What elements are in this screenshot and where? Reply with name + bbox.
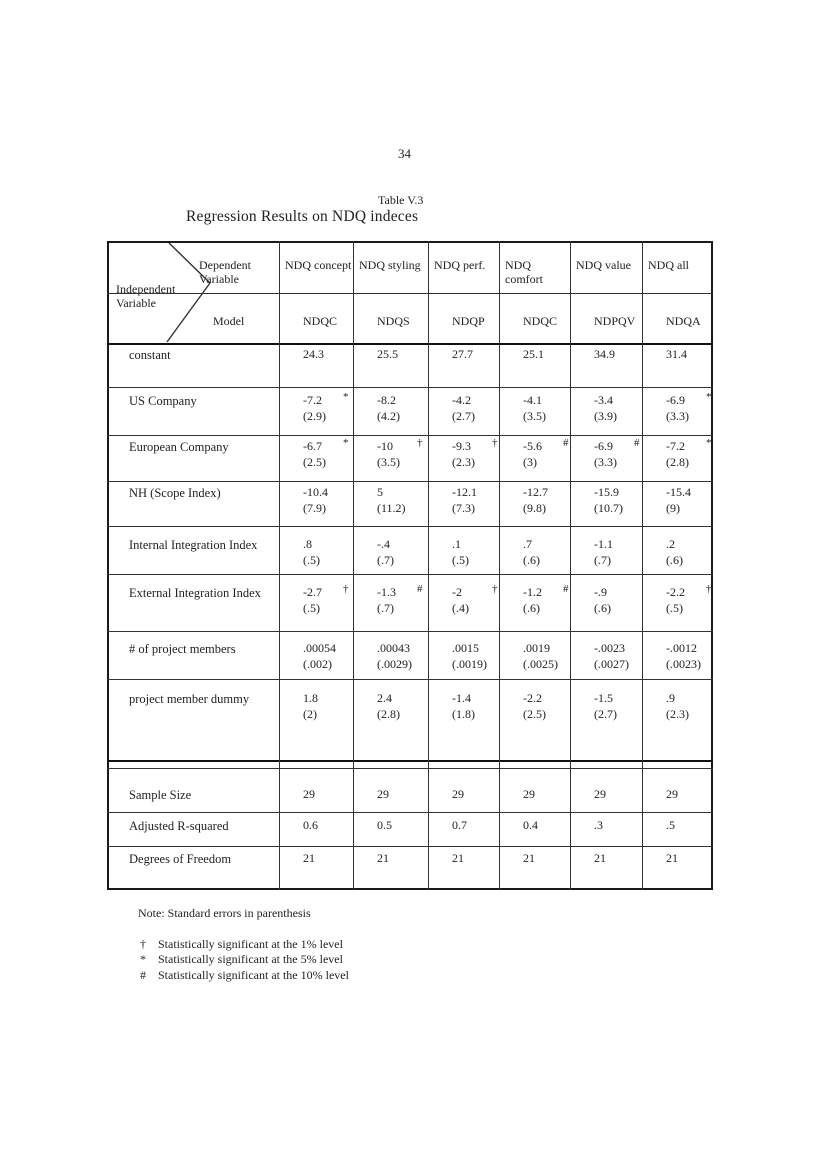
coefficient-value: 34.9 xyxy=(594,347,615,361)
coefficient-value: -6.9 xyxy=(666,393,685,407)
significance-marker: * xyxy=(706,391,712,403)
row-rule xyxy=(107,846,713,847)
standard-error-value: (.7) xyxy=(377,553,394,567)
coefficient-value: 31.4 xyxy=(666,347,687,361)
standard-error-value: (2.5) xyxy=(303,455,326,469)
coefficient-value: -7.2 xyxy=(666,439,685,453)
legend-symbol: # xyxy=(140,968,146,982)
significance-marker: † xyxy=(706,583,712,595)
standard-error-value: (.4) xyxy=(452,601,469,615)
standard-error-value: (.5) xyxy=(303,601,320,615)
standard-error-value: (.6) xyxy=(594,601,611,615)
coefficient-value: 21 xyxy=(452,851,464,865)
coefficient-value: -.9 xyxy=(594,585,607,599)
row-rule xyxy=(107,631,713,632)
note-text: Note: Standard errors in parenthesis xyxy=(138,906,311,920)
significance-marker: * xyxy=(343,391,349,403)
standard-error-value: (7.9) xyxy=(303,501,326,515)
coefficient-value: -1.2 xyxy=(523,585,542,599)
table-label: Table V.3 xyxy=(378,193,424,207)
coefficient-value: 29 xyxy=(303,787,315,801)
col-rule xyxy=(428,241,429,890)
coefficient-value: .9 xyxy=(666,691,675,705)
standard-error-value: (2.7) xyxy=(594,707,617,721)
significance-marker: † xyxy=(492,583,498,595)
standard-error-value: (.0019) xyxy=(452,657,487,671)
row-label: Degrees of Freedom xyxy=(129,852,232,866)
header-bottom-rule xyxy=(107,343,713,345)
significance-marker: † xyxy=(492,437,498,449)
row-label: project member dummy xyxy=(129,692,250,706)
coefficient-value: 29 xyxy=(523,787,535,801)
standard-error-value: (.0027) xyxy=(594,657,629,671)
coefficient-value: 5 xyxy=(377,485,383,499)
standard-error-value: (.002) xyxy=(303,657,332,671)
standard-error-value: (.5) xyxy=(452,553,469,567)
coefficient-value: .1 xyxy=(452,537,461,551)
coefficient-value: .00054 xyxy=(303,641,336,655)
coefficient-value: -1.4 xyxy=(452,691,471,705)
legend-item xyxy=(140,937,343,952)
coefficient-value: 21 xyxy=(666,851,678,865)
significance-marker: † xyxy=(343,583,349,595)
column-header-name: NDQ all xyxy=(648,258,689,272)
col-rule xyxy=(499,241,500,890)
coefficient-value: -6.9 xyxy=(594,439,613,453)
standard-error-value: (.6) xyxy=(523,553,540,567)
column-header-name: NDQ comfort xyxy=(505,258,543,286)
coefficient-value: -12.1 xyxy=(452,485,477,499)
coefficient-value: -4.2 xyxy=(452,393,471,407)
column-model-code: NDQS xyxy=(377,314,410,328)
coefficient-value: .5 xyxy=(666,818,675,832)
row-label: European Company xyxy=(129,440,229,454)
coefficient-value: .2 xyxy=(666,537,675,551)
row-label: constant xyxy=(129,348,171,362)
standard-error-value: (.0029) xyxy=(377,657,412,671)
standard-error-value: (9) xyxy=(666,501,680,515)
column-model-code: NDQA xyxy=(666,314,701,328)
coefficient-value: 0.5 xyxy=(377,818,392,832)
coefficient-value: 21 xyxy=(523,851,535,865)
coefficient-value: -1.3 xyxy=(377,585,396,599)
coefficient-value: 0.6 xyxy=(303,818,318,832)
coefficient-value: 24.3 xyxy=(303,347,324,361)
stats-divider xyxy=(107,760,713,762)
coefficient-value: -4.1 xyxy=(523,393,542,407)
row-rule xyxy=(107,481,713,482)
standard-error-value: (10.7) xyxy=(594,501,623,515)
row-label: US Company xyxy=(129,394,197,408)
coefficient-value: -12.7 xyxy=(523,485,548,499)
coefficient-value: -2 xyxy=(452,585,462,599)
coefficient-value: 0.7 xyxy=(452,818,467,832)
standard-error-value: (.6) xyxy=(666,553,683,567)
coefficient-value: 2.4 xyxy=(377,691,392,705)
coefficient-value: -2.2 xyxy=(666,585,685,599)
coefficient-value: 27.7 xyxy=(452,347,473,361)
significance-marker: * xyxy=(706,437,712,449)
legend-symbol: † xyxy=(140,937,146,951)
row-label: NH (Scope Index) xyxy=(129,486,221,500)
standard-error-value: (3.9) xyxy=(594,409,617,423)
row-label: External Integration Index xyxy=(129,586,261,600)
standard-error-value: (2.8) xyxy=(377,707,400,721)
column-model-code: NDQC xyxy=(303,314,338,328)
row-rule xyxy=(107,435,713,436)
coefficient-value: -.4 xyxy=(377,537,390,551)
col-rule xyxy=(353,241,354,890)
coefficient-value: -10 xyxy=(377,439,393,453)
column-header-name: NDQ value xyxy=(576,258,631,272)
row-rule xyxy=(107,526,713,527)
standard-error-value: (.0023) xyxy=(666,657,701,671)
coefficient-value: 25.1 xyxy=(523,347,544,361)
coefficient-value: 1.8 xyxy=(303,691,318,705)
row-label: Internal Integration Index xyxy=(129,538,258,552)
significance-marker: # xyxy=(563,437,569,449)
coefficient-value: 29 xyxy=(666,787,678,801)
coefficient-value: 25.5 xyxy=(377,347,398,361)
coefficient-value: 21 xyxy=(303,851,315,865)
coefficient-value: 21 xyxy=(594,851,606,865)
column-model-code: NDPQV xyxy=(594,314,636,328)
coefficient-value: 29 xyxy=(594,787,606,801)
standard-error-value: (.7) xyxy=(377,601,394,615)
standard-error-value: (2.9) xyxy=(303,409,326,423)
coefficient-value: -15.4 xyxy=(666,485,691,499)
standard-error-value: (2.3) xyxy=(666,707,689,721)
row-label: Sample Size xyxy=(129,788,192,802)
standard-error-value: (2.7) xyxy=(452,409,475,423)
column-model-code: NDQP xyxy=(452,314,485,328)
coefficient-value: -6.7 xyxy=(303,439,322,453)
coefficient-value: .3 xyxy=(594,818,603,832)
coefficient-value: -2.7 xyxy=(303,585,322,599)
significance-marker: # xyxy=(563,583,569,595)
column-header-name: NDQ styling xyxy=(359,258,421,272)
regression-table xyxy=(107,241,713,890)
standard-error-value: (9.8) xyxy=(523,501,546,515)
standard-error-value: (7.3) xyxy=(452,501,475,515)
standard-error-value: (4.2) xyxy=(377,409,400,423)
model-label: Model xyxy=(213,314,245,328)
legend-text: Statistically significant at the 10% level xyxy=(158,968,349,982)
standard-error-value: (.5) xyxy=(303,553,320,567)
legend-item xyxy=(140,968,349,983)
standard-error-value: (.7) xyxy=(594,553,611,567)
coefficient-value: -3.4 xyxy=(594,393,613,407)
significance-marker: * xyxy=(343,437,349,449)
standard-error-value: (3.3) xyxy=(594,455,617,469)
coefficient-value: .8 xyxy=(303,537,312,551)
coefficient-value: -10.4 xyxy=(303,485,328,499)
row-rule xyxy=(107,574,713,575)
coefficient-value: -9.3 xyxy=(452,439,471,453)
coefficient-value: .0019 xyxy=(523,641,550,655)
coefficient-value: -1.1 xyxy=(594,537,613,551)
row-rule xyxy=(107,812,713,813)
standard-error-value: (1.8) xyxy=(452,707,475,721)
col-rule xyxy=(279,241,280,890)
legend-symbol: * xyxy=(140,952,146,966)
coefficient-value: .0015 xyxy=(452,641,479,655)
page-number: 34 xyxy=(398,146,411,161)
coefficient-value: -15.9 xyxy=(594,485,619,499)
standard-error-value: (3.5) xyxy=(377,455,400,469)
standard-error-value: (2) xyxy=(303,707,317,721)
standard-error-value: (3.5) xyxy=(523,409,546,423)
coefficient-value: -.0012 xyxy=(666,641,697,655)
standard-error-value: (3.3) xyxy=(666,409,689,423)
legend-item xyxy=(140,952,343,967)
standard-error-value: (3) xyxy=(523,455,537,469)
coefficient-value: -1.5 xyxy=(594,691,613,705)
standard-error-value: (2.8) xyxy=(666,455,689,469)
significance-marker: # xyxy=(634,437,640,449)
independent-variable-label: Independent Variable xyxy=(116,282,176,310)
coefficient-value: 29 xyxy=(377,787,389,801)
standard-error-value: (.6) xyxy=(523,601,540,615)
row-label: Adjusted R-squared xyxy=(129,819,229,833)
column-model-code: NDQC xyxy=(523,314,558,328)
coefficient-value: .00043 xyxy=(377,641,410,655)
standard-error-value: (.5) xyxy=(666,601,683,615)
significance-marker: † xyxy=(417,437,423,449)
coefficient-value: -7.2 xyxy=(303,393,322,407)
row-rule xyxy=(107,387,713,388)
row-rule xyxy=(107,679,713,680)
table-title: Regression Results on NDQ indeces xyxy=(186,208,419,225)
column-header-name: NDQ perf. xyxy=(434,258,486,272)
coefficient-value: .7 xyxy=(523,537,532,551)
stats-divider-2 xyxy=(107,768,713,769)
dependent-variable-label: Dependent Variable xyxy=(199,258,251,286)
coefficient-value: -2.2 xyxy=(523,691,542,705)
row-label: # of project members xyxy=(129,642,236,656)
col-rule xyxy=(642,241,643,890)
column-header-name: NDQ concept xyxy=(285,258,352,272)
standard-error-value: (11.2) xyxy=(377,501,406,515)
coefficient-value: -5.6 xyxy=(523,439,542,453)
coefficient-value: -.0023 xyxy=(594,641,625,655)
coefficient-value: -8.2 xyxy=(377,393,396,407)
coefficient-value: 29 xyxy=(452,787,464,801)
col-rule xyxy=(570,241,571,890)
legend-text: Statistically significant at the 5% level xyxy=(158,952,343,966)
legend-text: Statistically significant at the 1% level xyxy=(158,937,343,951)
standard-error-value: (2.3) xyxy=(452,455,475,469)
coefficient-value: 21 xyxy=(377,851,389,865)
standard-error-value: (.0025) xyxy=(523,657,558,671)
significance-marker: # xyxy=(417,583,423,595)
coefficient-value: 0.4 xyxy=(523,818,538,832)
standard-error-value: (2.5) xyxy=(523,707,546,721)
